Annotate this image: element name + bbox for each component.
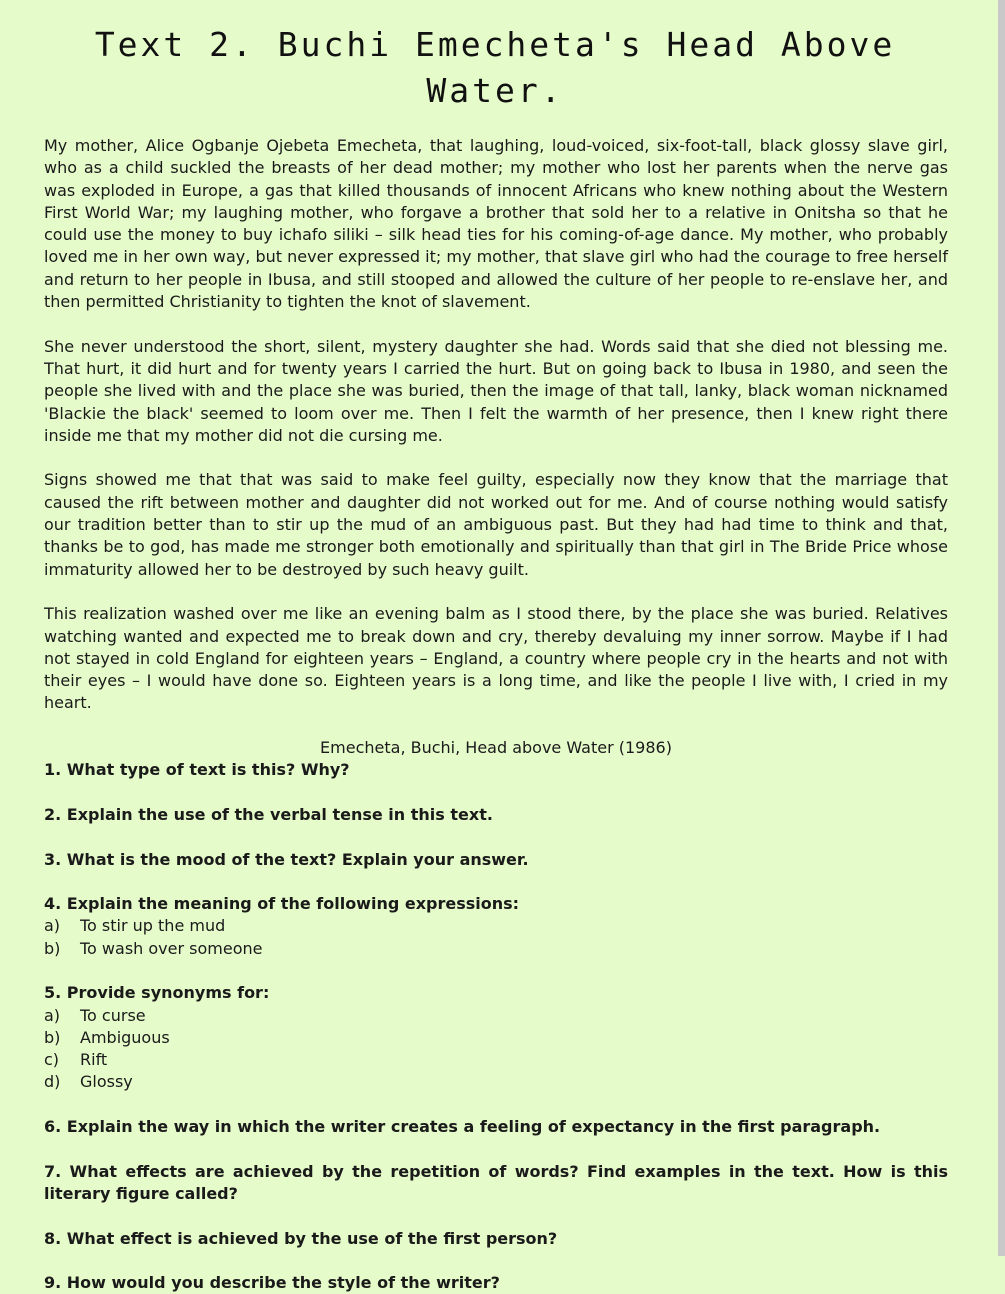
list-item — [44, 938, 948, 960]
list-item — [44, 1005, 948, 1027]
question-1: 1. What type of text is this? Why? — [44, 760, 350, 780]
item-text: Glossy — [80, 1072, 133, 1092]
paragraph-4: This realization washed over me like an evening balm as I stood there, by the place she was buried. Relatives watching wanted and expected me to break down and cry, thereby devaluing my inner sorrow. Maybe if I had not stayed in cold England for eighteen years – England, a country where people cry in the hearts and not with their eyes – I would have done so. Eighteen years is a long time, and like the people I live with, I cried in my heart. — [44, 604, 948, 713]
question-4: 4. Explain the meaning of the following expressions: — [44, 894, 520, 914]
item-text: Ambiguous — [80, 1027, 170, 1047]
paragraph-2: She never understood the short, silent, mystery daughter she had. Words said that she died not blessing me. That hurt, it did hurt and for twenty years I carried the hurt. But on going back to Ibusa in 1980, and seen the people she lived with and the place she was buried, then the image of that tall, lanky, black woman nicknamed 'Blackie the black' seemed to loom over me. Then I felt the warmth of her presence, then I knew right there inside me that my mother did not die cursing me. — [44, 336, 948, 445]
document-body — [44, 135, 948, 1294]
list-item — [44, 1049, 948, 1071]
item-text: Rift — [80, 1050, 108, 1070]
item-letter: a) — [44, 1005, 61, 1025]
question-6: 6. Explain the way in which the writer creates a feeling of expectancy in the first paragraph. — [44, 1117, 881, 1137]
item-text: To wash over someone — [80, 938, 263, 958]
item-letter: b) — [44, 1027, 61, 1047]
item-letter: c) — [44, 1050, 60, 1070]
question-9: 9. How would you describe the style of the writer? — [44, 1273, 500, 1293]
item-text: To stir up the mud — [80, 916, 226, 936]
question-2: 2. Explain the use of the verbal tense in this text. — [44, 804, 493, 824]
question-5-items — [44, 1005, 948, 1094]
question-8: 8. What effect is achieved by the use of the first person? — [44, 1228, 558, 1248]
question-4-items — [44, 915, 948, 960]
paragraph-3: Signs showed me that that was said to make feel guilty, especially now they know that the marriage that caused the rift between mother and daughter did not worked out for me. And of course nothing would satisfy our tradition better than to stir up the mud of an ambiguous past. But they had had time to think and that, thanks be to god, has made me stronger both emotionally and spiritually than that girl in The Bride Price whose immaturity allowed her to be destroyed by such heavy guilt. — [44, 470, 948, 579]
list-item — [44, 1071, 948, 1093]
page-edge — [998, 0, 1005, 1256]
question-7: 7. What effects are achieved by the repetition of words? Find examples in the text. How is this literary figure called? — [44, 1161, 948, 1203]
list-item — [44, 915, 948, 937]
list-item — [44, 1027, 948, 1049]
item-letter: b) — [44, 938, 61, 958]
question-3: 3. What is the mood of the text? Explain your answer. — [44, 849, 529, 869]
item-letter: d) — [44, 1072, 61, 1092]
item-text: To curse — [80, 1005, 146, 1025]
paragraph-1: My mother, Alice Ogbanje Ojebeta Emecheta, that laughing, loud-voiced, six-foot-tall, black glossy slave girl, who as a child suckled the breasts of her dead mother; my mother who lost her parents when the nerve gas was exploded in Europe, a gas that killed thousands of innocent Africans who knew nothing about the Western First World War; my laughing mother, who forgave a brother that sold her to a relative in Onitsha so that he could use the money to buy ichafo siliki – silk head ties for his coming-of-age dance. My mother, who probably loved me in her own way, but never expressed it; my mother, that slave girl who had the courage to free herself and return to her people in Ibusa, and still stooped and allowed the culture of her people to re-enslave her, and then permitted Christianity to tighten the knot of slavement. — [44, 136, 948, 312]
citation: Emecheta, Buchi, Head above Water (1986) — [320, 738, 672, 758]
item-letter: a) — [44, 916, 61, 936]
question-9-partial — [44, 1272, 948, 1294]
question-5: 5. Provide synonyms for: — [44, 983, 270, 1003]
page-title: Text 2. Buchi Emecheta's Head Above Water. — [94, 25, 896, 110]
